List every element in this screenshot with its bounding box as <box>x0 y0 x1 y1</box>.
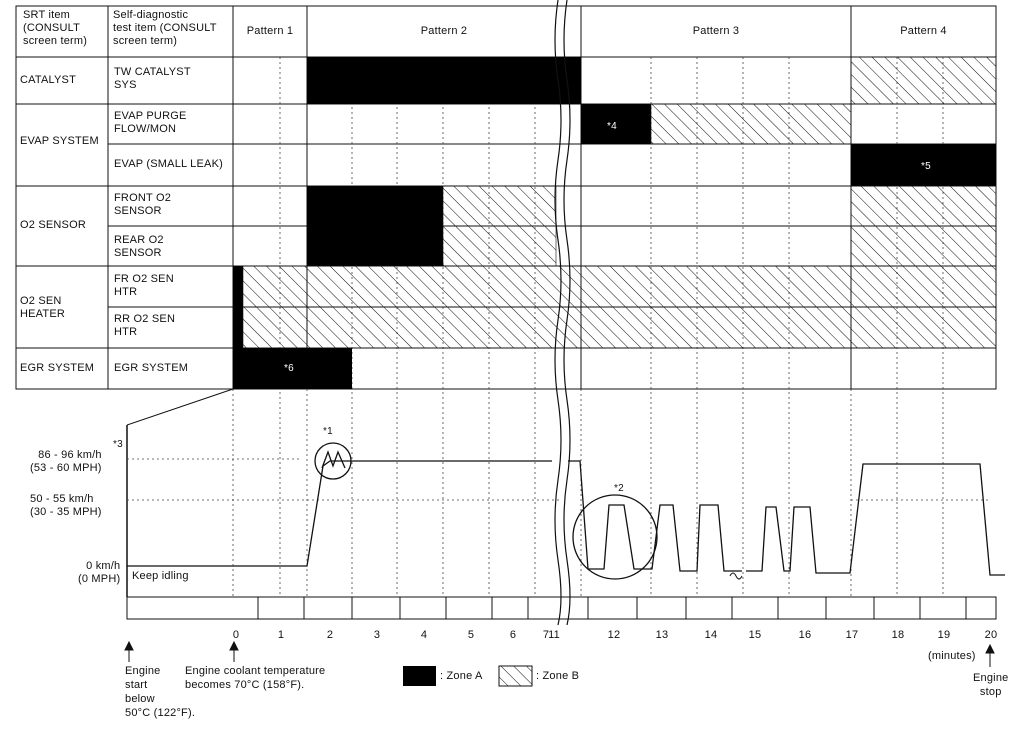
hot-spike-zigzag <box>322 452 345 468</box>
time-tick-label: 16 <box>798 629 812 641</box>
time-tick-label: 20 <box>984 629 998 641</box>
zone-b-rear-o2-p2 <box>443 226 556 266</box>
engine-stop-note: Engine stop <box>973 672 1009 698</box>
srt-group-o2-sensor: O2 SENSOR <box>20 219 86 231</box>
time-tick-label: 19 <box>937 629 951 641</box>
note-evap-purge: *4 <box>607 121 617 132</box>
zone-a-catalyst <box>307 57 581 104</box>
time-tick-label: 0 <box>232 629 240 641</box>
srt-group-o2-heater: O2 SEN HEATER <box>20 295 66 320</box>
item-rear-o2: REAR O2 SENSOR <box>114 234 164 259</box>
item-evap-purge: EVAP PURGE FLOW/MON <box>114 110 187 135</box>
time-tick-label: 15 <box>748 629 762 641</box>
break-tilde <box>730 573 742 579</box>
time-tick-label: 11 <box>548 629 560 641</box>
speed-trace-pattern1-2 <box>127 461 552 566</box>
coolant-note: Engine coolant temperature becomes 70°C (158°F). <box>185 665 326 691</box>
srt-group-egr: EGR SYSTEM <box>20 362 95 374</box>
srt-item-header: SRT item (CONSULT screen term) <box>23 9 88 47</box>
note-evap-small-leak: *5 <box>921 161 931 172</box>
self-diagnostic-header: Self-diagnostic test item (CONSULT screen term) <box>113 9 217 47</box>
item-tw-catalyst: TW CATALYST SYS <box>114 66 191 91</box>
time-unit: (minutes) <box>928 650 976 662</box>
speed-label-idle: Keep idling <box>132 570 189 582</box>
note-speed-high: *3 <box>113 439 123 450</box>
note-egr: *6 <box>284 363 294 374</box>
time-tick-label: 2 <box>326 629 334 641</box>
time-tick-label: 3 <box>373 629 381 641</box>
time-tick-label: 13 <box>655 629 669 641</box>
zone-b-front-o2-p2 <box>443 186 556 226</box>
zone-b-rr-o2-htr <box>243 307 996 348</box>
note-cycles: *2 <box>614 483 624 494</box>
speed-label-zero: 0 km/h (0 MPH) <box>78 560 121 585</box>
time-tick-label: 4 <box>420 629 428 641</box>
zone-b-evap-purge <box>651 104 851 144</box>
zone-fills <box>233 57 996 389</box>
item-evap-small-leak: EVAP (SMALL LEAK) <box>114 158 223 170</box>
legend-zone-a-label: : Zone A <box>440 670 483 682</box>
pattern-4-header: Pattern 4 <box>900 25 947 37</box>
item-rr-o2-htr: RR O2 SEN HTR <box>114 313 176 338</box>
pattern-3-header: Pattern 3 <box>692 25 740 37</box>
zone-a-fr-o2-htr <box>233 266 243 307</box>
zone-b-fr-o2-htr <box>243 266 996 307</box>
time-tick-label: 1 <box>277 629 285 641</box>
speed-label-high: 86 - 96 km/h (53 - 60 MPH) <box>30 449 102 474</box>
time-tick-label: 12 <box>607 629 621 641</box>
time-tick-label: 5 <box>467 629 475 641</box>
zone-b-catalyst <box>851 57 996 104</box>
zone-a-rear-o2 <box>307 226 443 266</box>
srt-group-evap: EVAP SYSTEM <box>20 135 99 147</box>
item-fr-o2-htr: FR O2 SEN HTR <box>114 273 174 298</box>
speed-label-mid: 50 - 55 km/h (30 - 35 MPH) <box>30 493 102 518</box>
time-tick-label: 17 <box>845 629 859 641</box>
speed-trace-pattern3-4 <box>568 461 1005 575</box>
time-tick-label: 7 <box>542 629 550 641</box>
time-tick-label: 6 <box>509 629 517 641</box>
legend-zone-b-label: : Zone B <box>536 670 580 682</box>
zone-a-front-o2 <box>307 186 443 226</box>
item-front-o2: FRONT O2 SENSOR <box>114 192 172 217</box>
zone-a-rr-o2-htr <box>233 307 243 348</box>
item-egr: EGR SYSTEM <box>114 362 189 374</box>
zone-b-rear-o2-p4 <box>851 226 996 266</box>
legend-zone-b-swatch <box>499 666 532 686</box>
time-tick-label: 18 <box>891 629 905 641</box>
pattern-2-header: Pattern 2 <box>420 25 468 37</box>
speed-graph <box>127 389 1005 597</box>
srt-group-catalyst: CATALYST <box>20 74 76 86</box>
zone-b-front-o2-p4 <box>851 186 996 226</box>
note-hot-spike: *1 <box>323 426 333 437</box>
pattern-1-header: Pattern 1 <box>246 25 294 37</box>
legend-zone-a-swatch <box>403 666 436 686</box>
engine-start-note: Engine start below 50°C (122°F). <box>125 665 196 719</box>
time-tick-label: 14 <box>704 629 718 641</box>
